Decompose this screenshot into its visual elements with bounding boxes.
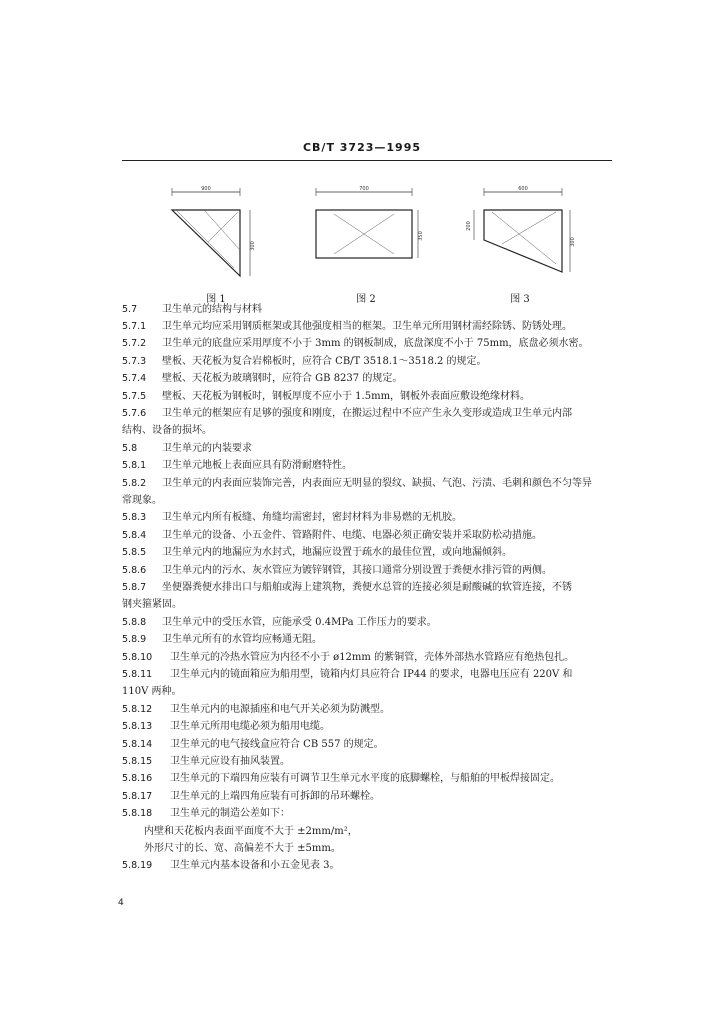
clause-text: 卫生单元所有的水管均应畅通无阻。 xyxy=(162,634,322,645)
clause-text: 钢夹箍紧固。 xyxy=(122,599,182,610)
standard-number: CB/T 3723—1995 xyxy=(302,141,422,154)
clause-text: 卫生单元内的镜面箱应为船用型，镜箱内灯具应符合 IP44 的要求，电器电压应有 220V 和 xyxy=(170,669,573,680)
clause-text: 卫生单元应设有抽风装置。 xyxy=(170,756,290,767)
paragraph xyxy=(122,546,512,559)
clause-number: 5.8.11 xyxy=(122,669,153,680)
clause-text: 卫生单元的内装要求 xyxy=(162,443,252,454)
clause-text: 卫生单元的结构与材料 xyxy=(162,304,262,315)
paragraph xyxy=(122,459,352,472)
figure-3-dim-left: 200 xyxy=(466,221,472,231)
clause-text: 卫生单元内的污水、灰水管应为镀锌钢管，其接口通常分别设置于粪便水排污管的两侧。 xyxy=(162,565,552,576)
clause-text: 卫生单元内基本设备和小五金见表 3。 xyxy=(170,860,340,871)
clause-text: 卫生单元均应采用钢质框架或其他强度相当的框架。卫生单元所用钢材需经除锈、防锈处理。 xyxy=(162,321,572,332)
paragraph xyxy=(122,511,462,524)
clause-text: 卫生单元的制造公差如下： xyxy=(170,808,290,819)
paragraph xyxy=(122,390,530,403)
figure-3-drawing xyxy=(462,180,582,280)
paragraph xyxy=(122,755,290,768)
paragraph xyxy=(122,703,390,716)
paragraph xyxy=(122,807,290,820)
paragraph xyxy=(122,616,437,629)
clause-text: 卫生单元的下端四角应装有可调节卫生单元水平度的底脚螺栓，与船舶的甲板焊接固定。 xyxy=(170,773,560,784)
clause-text: 卫生单元内所有板缝、角缝均需密封，密封材料为非易燃的无机胶。 xyxy=(162,512,462,523)
paragraph xyxy=(122,859,340,872)
clause-number: 5.8.15 xyxy=(122,756,153,767)
clause-number: 5.8.14 xyxy=(122,739,153,750)
clause-text: 壁板、天花板为复合岩棉板时，应符合 CB/T 3518.1～3518.2 的规定。 xyxy=(162,356,487,367)
clause-text: 结构、设备的损坏。 xyxy=(122,425,212,436)
clause-number: 5.8.9 xyxy=(122,634,147,645)
figure-1-caption: 图 1 xyxy=(206,294,226,305)
clause-text: 卫生单元的上端四角应装有可拆卸的吊环螺栓。 xyxy=(170,791,380,802)
clause-text: 壁板、天花板为钢板时，钢板厚度不应小于 1.5mm，钢板外表面应敷设绝缘材料。 xyxy=(162,391,531,402)
paragraph-continuation xyxy=(122,685,182,698)
paragraph xyxy=(122,477,592,490)
paragraph xyxy=(122,720,330,733)
figure-1-dim-side: 300 xyxy=(250,241,256,251)
paragraph xyxy=(122,581,572,594)
paragraph xyxy=(122,303,262,316)
clause-text: 卫生单元的设备、小五金件、管路附件、电缆、电器必须正确安装并采取防松动措施。 xyxy=(162,530,542,541)
clause-number: 5.8.4 xyxy=(122,530,147,541)
clause-number: 5.8.12 xyxy=(122,704,153,715)
figure-3-dim-top: 600 xyxy=(518,186,528,192)
paragraph-continuation xyxy=(122,424,212,437)
clause-text: 卫生单元中的受压水管，应能承受 0.4MPa 工作压力的要求。 xyxy=(162,617,437,628)
figure-2-caption: 图 2 xyxy=(356,294,376,305)
clause-text: 外形尺寸的长、宽、高偏差不大于 ±5mm。 xyxy=(144,843,341,854)
figure-1 xyxy=(168,180,260,280)
paragraph-continuation xyxy=(122,494,162,507)
header-rule xyxy=(122,160,612,161)
paragraph xyxy=(122,529,542,542)
clause-number: 5.8.6 xyxy=(122,565,147,576)
clause-number: 5.7.5 xyxy=(122,391,147,402)
figure-1-drawing xyxy=(168,180,260,280)
paragraph xyxy=(122,320,572,333)
clause-text: 内壁和天花板内表面平面度不大于 ±2mm/m²， xyxy=(144,826,358,837)
paragraph xyxy=(122,355,487,368)
clause-number: 5.7.1 xyxy=(122,321,147,332)
clause-number: 5.7.4 xyxy=(122,373,147,384)
paragraph xyxy=(122,651,574,664)
paragraph xyxy=(122,337,589,350)
clause-text: 卫生单元地板上表面应具有防滑耐磨特性。 xyxy=(162,460,352,471)
clause-text: 卫生单元的内表面应装饰完善，内表面应无明显的裂纹、缺损、气泡、污渍、毛刺和颜色不匀等异 xyxy=(162,478,592,489)
clause-number: 5.8.7 xyxy=(122,582,147,593)
clause-number: 5.7.6 xyxy=(122,408,147,419)
clause-number: 5.8.13 xyxy=(122,721,153,732)
clause-number: 5.8 xyxy=(122,443,138,454)
clause-number: 5.8.19 xyxy=(122,860,153,871)
clause-text: 卫生单元的框架应有足够的强度和刚度，在搬运过程中不应产生永久变形或造成卫生单元内部 xyxy=(162,408,572,419)
clause-text: 卫生单元的电气接线盒应符合 CB 557 的规定。 xyxy=(170,739,384,750)
clause-text: 卫生单元的冷热水管应为内径不小于 ø12mm 的紫铜管，壳体外部热水管路应有绝热包扎。 xyxy=(170,652,575,663)
figure-3-caption: 图 3 xyxy=(510,294,530,305)
clause-text: 卫生单元所用电缆必须为船用电缆。 xyxy=(170,721,330,732)
figure-2-drawing xyxy=(312,180,424,280)
tolerance-line xyxy=(122,842,341,855)
page-number: 4 xyxy=(118,898,124,908)
clause-text: 壁板、天花板为玻璃钢时，应符合 GB 8237 的规定。 xyxy=(162,373,403,384)
clause-text: 坐便器粪便水排出口与船舶或海上建筑物，粪便水总管的连接必须是耐酸碱的软管连接，不锈 xyxy=(162,582,572,593)
clause-text: 卫生单元内的地漏应为水封式，地漏应设置于疏水的最佳位置，或向地漏倾斜。 xyxy=(162,547,512,558)
paragraph-continuation xyxy=(122,598,182,611)
figure-1-dim-top: 900 xyxy=(201,186,211,192)
clause-number: 5.8.17 xyxy=(122,791,153,802)
clause-number: 5.7.2 xyxy=(122,338,147,349)
figure-2-dim-side: 350 xyxy=(418,231,424,241)
clause-text: 110V 两种。 xyxy=(122,686,182,697)
section-heading xyxy=(122,442,252,455)
clause-number: 5.8.5 xyxy=(122,547,147,558)
paragraph xyxy=(122,668,572,681)
paragraph xyxy=(122,564,552,577)
figure-2-dim-top: 700 xyxy=(359,186,369,192)
paragraph xyxy=(122,407,572,420)
clause-text: 常现象。 xyxy=(122,495,162,506)
tolerance-line xyxy=(122,825,358,838)
paragraph xyxy=(122,772,560,785)
clause-text: 卫生单元的底盘应采用厚度不小于 3mm 的钢板制成，底盘深度不小于 75mm，底盘必须水密。 xyxy=(162,338,589,349)
clause-number: 5.8.18 xyxy=(122,808,153,819)
paragraph xyxy=(122,738,384,751)
clause-number: 5.8.16 xyxy=(122,773,153,784)
figure-3 xyxy=(462,180,582,280)
clause-number: 5.8.10 xyxy=(122,652,153,663)
paragraph xyxy=(122,633,322,646)
clause-number: 5.7 xyxy=(122,304,138,315)
clause-number: 5.8.3 xyxy=(122,512,147,523)
clause-number: 5.8.1 xyxy=(122,460,147,471)
paragraph xyxy=(122,372,402,385)
clause-text: 卫生单元内的电源插座和电气开关必须为防溅型。 xyxy=(170,704,390,715)
clause-number: 5.8.2 xyxy=(122,478,147,489)
figure-2 xyxy=(312,180,424,280)
clause-number: 5.8.8 xyxy=(122,617,147,628)
figure-3-dim-right: 300 xyxy=(570,237,576,247)
clause-number: 5.7.3 xyxy=(122,356,147,367)
paragraph xyxy=(122,790,380,803)
